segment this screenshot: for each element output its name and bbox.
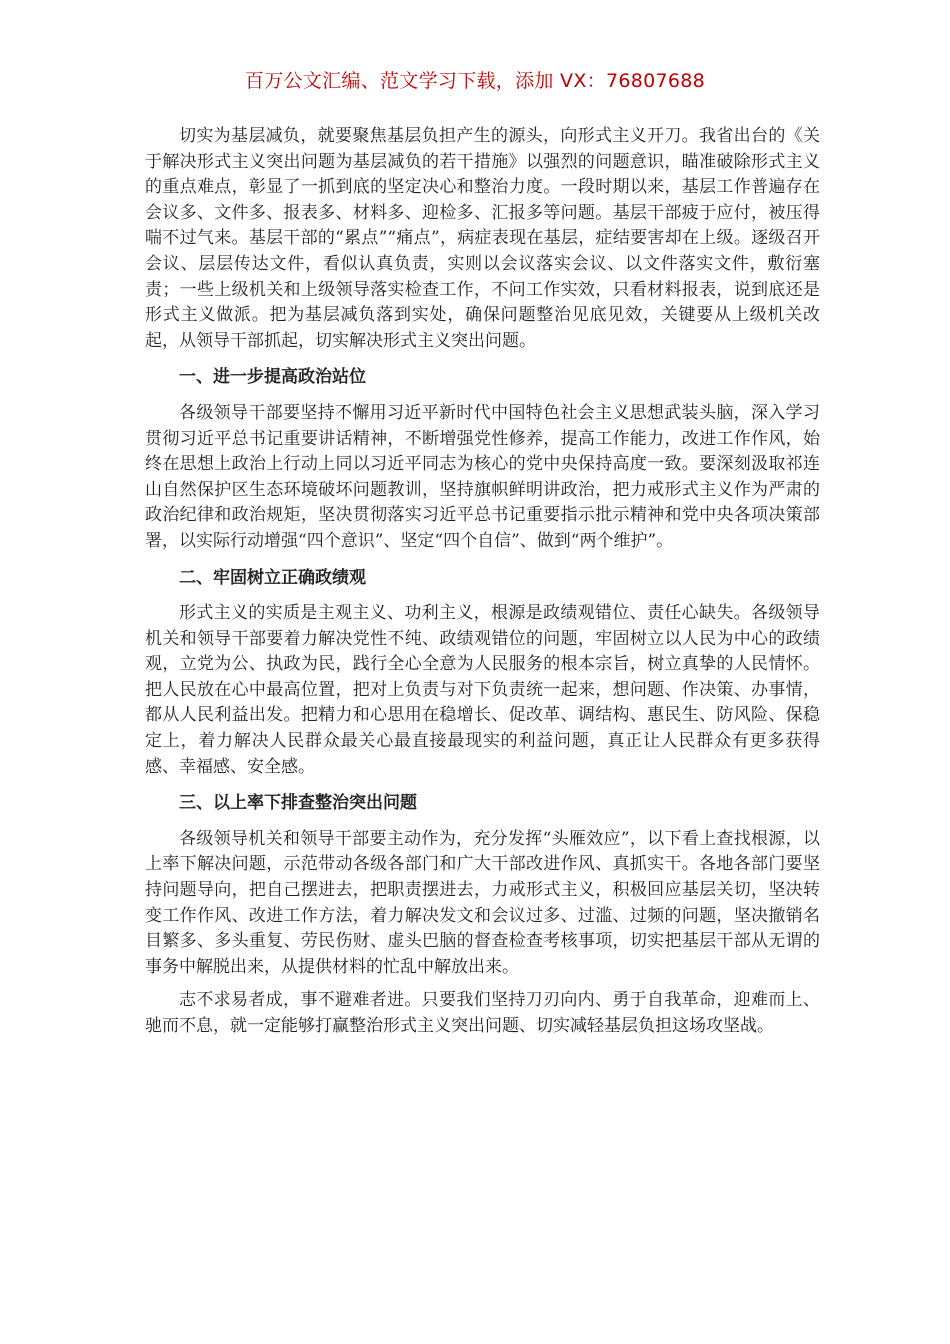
section-heading-3: 三、以上率下排查整治突出问题: [179, 793, 417, 814]
section-body-1: 各级领导干部要坚持不懈用习近平新时代中国特色社会主义思想武装头脑，深入学习贯彻习近平总书记重要讲话精神，不断增强党性修养，提高工作能力，改进工作作风，始终在思想上政治上行动上同以习近平同志为核心的党中央保持高度一致。要深刻汲取祁连山自然保护区生态环境破坏问题教训，坚持旗帜鲜明讲政治，把力戒形式主义作为严肃的政治纪律和政治规矩，坚决贯彻落实习近平总书记重要指示批示精神和党中央各项决策部署，以实际行动增强“四个意识”、坚定“四个自信”、做到“两个维护”。: [145, 402, 820, 551]
intro-paragraph: 切实为基层减负，就要聚焦基层负担产生的源头，向形式主义开刀。我省出台的《关于解决形式主义突出问题为基层减负的若干措施》以强烈的问题意识，瞄准破除形式主义的重点难点，彰显了一抓到底的坚定决心和整治力度。一段时期以来，基层工作普遍存在会议多、文件多、报表多、材料多、迎检多、汇报多等问题。基层干部疲于应付，被压得喘不过气来。基层干部的“累点”“痛点”，病症表现在基层，症结要害却在上级。逐级召开会议、层层传达文件，看似认真负责，实则以会议落实会议、以文件落实文件，敷衍塞责；一些上级机关和上级领导落实检查工作，不问工作实效，只看材料报表，说到底还是形式主义做派。把为基层减负落到实处，确保问题整治见底见效，关键要从上级机关改起，从领导干部抓起，切实解决形式主义突出问题。: [145, 126, 820, 351]
section-body-3: 各级领导机关和领导干部要主动作为，充分发挥“头雁效应”，以下看上查找根源，以上率下解决问题，示范带动各级各部门和广大干部改进作风、真抓实干。各地各部门要坚持问题导向，把自己摆进去，把职责摆进去，力戒形式主义，积极回应基层关切，坚决转变工作作风、改进工作方法，着力解决发文和会议过多、过滥、过频的问题，坚决撤销名目繁多、多头重复、劳民伤财、虚头巴脑的督查检查考核事项，切实把基层干部从无谓的事务中解脱出来，从提供材料的忙乱中解放出来。: [145, 828, 820, 977]
section-heading-1: 一、进一步提高政治站位: [179, 367, 366, 388]
article-body: [145, 124, 820, 1040]
conclusion-paragraph: 志不求易者成，事不避难者进。只要我们坚持刀刃向内、勇于自我革命，迎难而上、驰而不息，就一定能够打赢整治形式主义突出问题、切实减轻基层负担这场攻坚战。: [145, 990, 820, 1036]
header-banner: 百万公文汇编、范文学习下载，添加 VX：76807688: [244, 70, 706, 92]
section-heading-2: 二、牢固树立正确政绩观: [179, 567, 366, 588]
section-body-2: 形式主义的实质是主观主义、功利主义，根源是政绩观错位、责任心缺失。各级领导机关和领导干部要着力解决党性不纯、政绩观错位的问题，牢固树立以人民为中心的政绩观，立党为公、执政为民，践行全心全意为人民服务的根本宗旨，树立真挚的人民情怀。把人民放在心中最高位置，把对上负责与对下负责统一起来，想问题、作决策、办事情，都从人民利益出发。把精力和心思用在稳增长、促改革、调结构、惠民生、防风险、保稳定上，着力解决人民群众最关心最直接最现实的利益问题，真正让人民群众有更多获得感、幸福感、安全感。: [145, 603, 820, 777]
